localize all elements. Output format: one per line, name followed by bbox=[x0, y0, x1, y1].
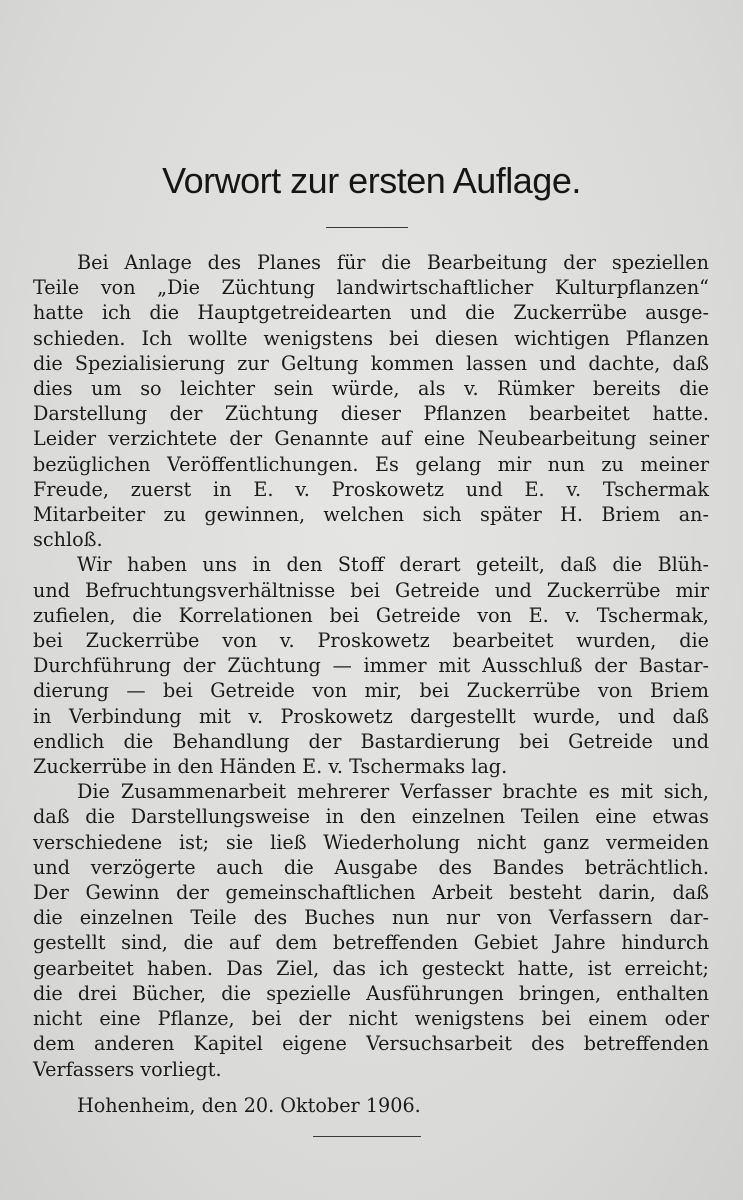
text-line: verschiedene ist; sie ließ Wiederholung nicht ganz vermeiden bbox=[33, 830, 709, 854]
text-line: Teile von „Die Züchtung landwirtschaftlicher Kulturpflanzen“ bbox=[33, 276, 709, 300]
closing-divider bbox=[313, 1136, 421, 1137]
text-line: die Spezialisierung zur Geltung kommen lassen und dachte, daß bbox=[33, 351, 709, 375]
paragraph-3 bbox=[33, 779, 709, 1081]
text-line: die einzelnen Teile des Buches nun nur von Verfassern dar- bbox=[33, 906, 709, 930]
text-line: gearbeitet haben. Das Ziel, das ich gesteckt hatte, ist erreicht; bbox=[33, 956, 709, 980]
text-line: nicht eine Pflanze, bei der nicht wenigstens bei einem oder bbox=[33, 1007, 709, 1031]
text-line: Freude, zuerst in E. v. Proskowetz und E. v. Tschermak bbox=[33, 477, 709, 501]
text-line: daß die Darstellungsweise in den einzelnen Teilen eine etwas bbox=[33, 805, 709, 829]
text-line: Der Gewinn der gemeinschaftlichen Arbeit besteht darin, daß bbox=[33, 881, 709, 905]
text-line: und verzögerte auch die Ausgabe des Bandes beträchtlich. bbox=[33, 855, 709, 879]
text-line: Durchführung der Züchtung — immer mit Ausschluß der Bastar- bbox=[33, 654, 709, 678]
page-title: Vorwort zur ersten Auflage. bbox=[162, 160, 581, 201]
text-line: dies um so leichter sein würde, als v. Rümker bereits die bbox=[33, 377, 709, 401]
text-line: Die Zusammenarbeit mehrerer Verfasser brachte es mit sich, bbox=[77, 780, 709, 804]
text-line: bezüglichen Veröffentlichungen. Es gelang mir nun zu meiner bbox=[33, 452, 709, 476]
text-line: Darstellung der Züchtung dieser Pflanzen bearbeitet hatte. bbox=[33, 402, 709, 426]
text-line: Bei Anlage des Planes für die Bearbeitung der speziellen bbox=[77, 251, 709, 274]
text-line: Wir haben uns in den Stoff derart geteilt, daß die Blüh- bbox=[77, 553, 709, 577]
paragraph-1 bbox=[33, 250, 709, 552]
text-line: gestellt sind, die auf dem betreffenden Gebiet Jahre hindurch bbox=[33, 931, 709, 955]
text-line: schieden. Ich wollte wenigstens bei diesen wichtigen Pflanzen bbox=[33, 326, 709, 350]
text-line: dem anderen Kapitel eigene Versuchsarbeit des betreffenden bbox=[33, 1032, 709, 1056]
text-line: Verfassers vorliegt. bbox=[33, 1057, 222, 1081]
place-date-signoff: Hohenheim, den 20. Oktober 1906. bbox=[77, 1094, 421, 1117]
text-line: Leider verzichtete der Genannte auf eine Neubearbeitung seiner bbox=[33, 427, 709, 451]
text-line: Mitarbeiter zu gewinnen, welchen sich später H. Briem an- bbox=[33, 503, 709, 527]
text-line: dierung — bei Getreide von mir, bei Zuckerrübe von Briem bbox=[33, 679, 709, 703]
text-line: bei Zuckerrübe von v. Proskowetz bearbeitet wurden, die bbox=[33, 629, 709, 653]
text-line: die drei Bücher, die spezielle Ausführungen bringen, enthalten bbox=[33, 981, 709, 1005]
text-line: in Verbindung mit v. Proskowetz dargestellt wurde, und daß bbox=[33, 704, 709, 728]
title-divider bbox=[326, 227, 408, 228]
text-line: Zuckerrübe in den Händen E. v. Tschermaks lag. bbox=[33, 755, 508, 779]
text-line: schloß. bbox=[33, 528, 103, 552]
text-line: und Befruchtungsverhältnisse bei Getreide und Zuckerrübe mir bbox=[33, 578, 709, 602]
paragraph-2 bbox=[33, 552, 709, 779]
preface-body bbox=[33, 250, 709, 1082]
text-line: endlich die Behandlung der Bastardierung bei Getreide und bbox=[33, 729, 709, 753]
text-line: hatte ich die Hauptgetreidearten und die Zuckerrübe ausge- bbox=[33, 301, 709, 325]
text-line: zufielen, die Korrelationen bei Getreide von E. v. Tschermak, bbox=[33, 603, 709, 627]
